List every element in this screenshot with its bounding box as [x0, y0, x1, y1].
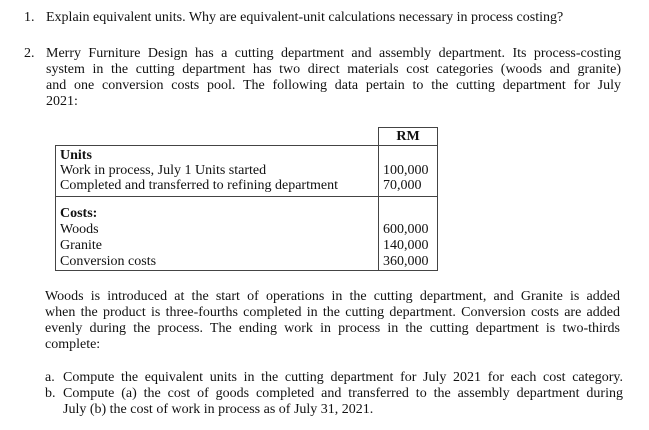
part-a-label: a.	[45, 370, 55, 385]
cost-row-label: Granite	[60, 238, 102, 253]
cost-row-value: 140,000	[383, 238, 429, 253]
process-description-line-1: Woods is introduced at the start of operations in the cutting department, and Granite is added	[45, 289, 620, 304]
part-b-line-2: July (b) the cost of work in process as of July 31, 2021.	[63, 402, 374, 417]
costs-heading: Costs:	[60, 206, 98, 221]
question-2-number: 2.	[24, 46, 35, 61]
part-a-text: Compute the equivalent units in the cutting department for July 2021 for each cost category.	[63, 370, 623, 385]
costs-section	[56, 197, 438, 271]
cost-row-value: 360,000	[383, 254, 429, 269]
table-header-row	[56, 128, 438, 146]
process-description-line-4: complete:	[45, 337, 101, 352]
part-b-text	[63, 386, 623, 418]
cost-row-label: Woods	[60, 222, 99, 237]
question-2-line-1: Merry Furniture Design has a cutting department and assembly department. Its process-costing	[46, 46, 621, 61]
question-1-number: 1.	[24, 10, 35, 25]
units-row-value: 70,000	[383, 178, 422, 193]
part-b-line-1: Compute (a) the cost of goods completed and transferred to the assembly department during	[63, 386, 623, 401]
process-description-line-2: when the product is three-fourths completed in the cutting department. Conversion costs are added	[45, 305, 620, 320]
units-row-value: 100,000	[383, 163, 429, 178]
units-row-label: Work in process, July 1 Units started	[60, 163, 267, 178]
cost-row-value: 600,000	[383, 222, 429, 237]
question-1-text: Explain equivalent units. Why are equivalent-unit calculations necessary in process costing?	[46, 10, 564, 25]
cost-row-label: Conversion costs	[60, 254, 157, 269]
units-heading: Units	[60, 148, 92, 163]
question-2-line-3: and one conversion costs pool. The following data pertain to the cutting department for July	[46, 78, 621, 93]
process-description	[45, 289, 620, 353]
part-b-label: b.	[45, 386, 56, 401]
cutting-department-data-table	[55, 127, 438, 271]
units-section	[56, 146, 438, 197]
question-2-text	[46, 46, 621, 110]
question-2-line-4: 2021:	[46, 94, 78, 109]
question-2-line-2: system in the cutting department has two direct materials cost categories (woods and granite)	[46, 62, 621, 77]
currency-header: RM	[379, 128, 438, 146]
process-description-line-3: evenly during the process. The ending work in process in the cutting department is two-thirds	[45, 321, 620, 336]
units-row-label: Completed and transferred to refining department	[60, 178, 338, 193]
